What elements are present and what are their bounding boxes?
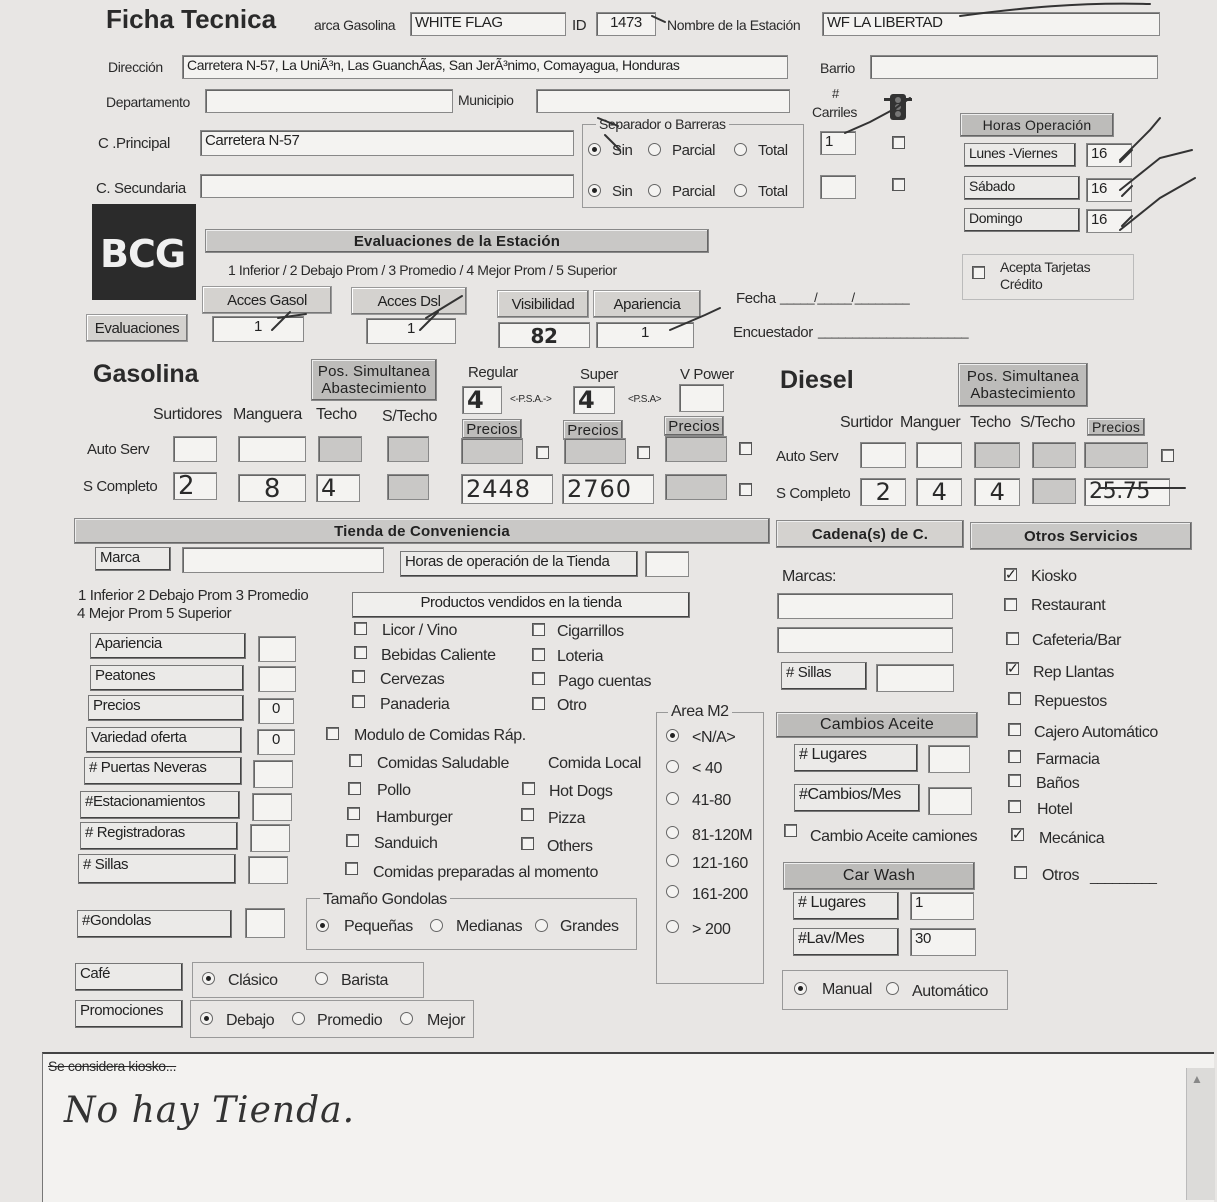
diesel-sc-precio[interactable]: 25.75 — [1084, 478, 1170, 506]
cafe-label: Café — [75, 963, 183, 991]
encuestador-line[interactable]: ______________________ — [818, 324, 969, 339]
marca-gasolina-field[interactable]: WHITE FLAG — [410, 12, 566, 36]
diesel-pos-simultanea[interactable] — [958, 363, 1088, 407]
tienda-horas-label: Horas de operación de la Tienda — [400, 551, 638, 577]
area-41-80-radio[interactable] — [666, 792, 679, 805]
id-field[interactable]: 1473 — [596, 12, 656, 36]
notes-scrollbar[interactable] — [1186, 1068, 1215, 1200]
cadena-sillas-label: # Sillas — [781, 662, 867, 690]
estacionamientos-row-label: #Estacionamientos — [80, 791, 240, 819]
otros-label: Otros — [1042, 867, 1080, 884]
hotel-checkbox[interactable] — [1008, 800, 1021, 813]
hot-dogs-label: Hot Dogs — [549, 783, 613, 800]
cafeteria-label: Cafeteria/Bar — [1032, 632, 1122, 649]
vpower-label: V Power — [680, 366, 734, 383]
repuestos-checkbox[interactable] — [1008, 692, 1021, 705]
debajo-radio[interactable] — [200, 1012, 213, 1025]
scroll-up-icon[interactable]: ▲ — [1191, 1072, 1203, 1086]
pequenas-label: Pequeñas — [344, 918, 413, 935]
gasolina-pos-label-1: Pos. Simultanea — [317, 363, 431, 380]
modulo-comidas-label: Modulo de Comidas Ráp. — [354, 727, 526, 744]
preparadas-checkbox[interactable] — [345, 862, 358, 875]
evaluaciones-button[interactable]: Evaluaciones — [86, 314, 188, 342]
otro-checkbox[interactable] — [532, 697, 545, 710]
cw-manual-label: Manual — [822, 981, 873, 998]
ca-cambios-mes-label: #Cambios/Mes — [794, 784, 920, 812]
gas-auto-serv-label: Auto Serv — [87, 441, 150, 458]
comidas-saludable-checkbox[interactable] — [349, 754, 362, 767]
nombre-estacion-label: Nombre de la Estación — [667, 17, 801, 33]
marcas-field-1[interactable] — [777, 593, 953, 619]
c-secundaria-field[interactable] — [200, 174, 574, 198]
gasolina-pos-label-2: Abastecimiento — [321, 380, 427, 397]
traffic-light-icon — [884, 92, 912, 122]
gas-auto-regular-check[interactable] — [536, 446, 549, 459]
puertas-row-label: # Puertas Neveras — [84, 757, 242, 785]
diesel-pos-label-2: Abastecimiento — [970, 385, 1076, 402]
rep-llantas-checkbox[interactable]: ✓ — [1007, 660, 1019, 676]
medianas-label: Medianas — [456, 918, 523, 935]
gas-auto-stecho[interactable] — [387, 436, 429, 462]
encuestador-label: Encuestador — [733, 324, 813, 341]
evaluaciones-scale: 1 Inferior / 2 Debajo Prom / 3 Promedio / 4 Mejor Prom / 5 Superior — [228, 262, 617, 278]
cajero-label: Cajero Automático — [1034, 724, 1158, 741]
cigarrillos-checkbox[interactable] — [532, 623, 545, 636]
sillas-row-field[interactable] — [248, 856, 288, 884]
marcas-field-2[interactable] — [777, 627, 953, 653]
ca-lugares-field[interactable] — [928, 745, 970, 773]
gas-auto-manguera[interactable] — [238, 436, 306, 462]
area-161-200-radio[interactable] — [666, 885, 679, 898]
apariencia-button[interactable]: Apariencia — [593, 290, 701, 318]
precios-super-button[interactable]: Precios — [563, 420, 623, 440]
separador1-sin-radio[interactable] — [588, 143, 601, 156]
c-principal-field[interactable]: Carretera N-57 — [200, 130, 574, 156]
mejor-radio[interactable] — [400, 1012, 413, 1025]
promedio-label: Promedio — [317, 1012, 383, 1029]
variedad-row-field[interactable]: 0 — [257, 729, 295, 755]
psa-arrow-1: <-P.S.A.-> — [510, 394, 552, 405]
hotel-label: Hotel — [1037, 801, 1073, 818]
gasolina-title: Gasolina — [93, 360, 199, 388]
ca-camiones-label: Cambio Aceite camiones — [810, 828, 978, 845]
area-121-160-radio[interactable] — [666, 854, 679, 867]
modulo-comidas-checkbox[interactable] — [326, 727, 339, 740]
gas-sc-manguera[interactable]: 8 — [238, 474, 306, 502]
precios-vpower-button[interactable]: Precios — [664, 416, 724, 436]
loteria-checkbox[interactable] — [532, 648, 545, 661]
diesel-title: Diesel — [780, 366, 854, 394]
kiosko-label: Kiosko — [1031, 568, 1077, 585]
tarjetas-checkbox[interactable] — [972, 266, 985, 279]
diesel-sc-stecho[interactable] — [1032, 478, 1076, 504]
clasico-radio[interactable] — [202, 972, 215, 985]
repuestos-label: Repuestos — [1034, 693, 1107, 710]
acces-dsl-button[interactable]: Acces Dsl — [351, 287, 467, 315]
carriles-check-2[interactable] — [892, 178, 905, 191]
bebidas-checkbox[interactable] — [354, 646, 367, 659]
marca-gasolina-label: arca Gasolina — [314, 17, 396, 33]
area-40-radio[interactable] — [666, 760, 679, 773]
farmacia-checkbox[interactable] — [1008, 750, 1021, 763]
diesel-precios-button[interactable]: Precios — [1087, 418, 1145, 436]
area-na-label: <N/A> — [692, 729, 736, 746]
acces-gasol-button[interactable]: Acces Gasol — [202, 286, 332, 314]
estacionamientos-row-field[interactable] — [252, 793, 292, 821]
panaderia-checkbox[interactable] — [352, 695, 365, 708]
area-81-120-radio[interactable] — [666, 826, 679, 839]
fecha-line[interactable]: _____/_____/________ — [780, 290, 910, 305]
horas-sabado-label: Sábado — [964, 176, 1080, 200]
horas-lunes-field[interactable]: 16 — [1086, 143, 1132, 167]
notes-typed-text: Se considera kiosko... — [48, 1058, 177, 1074]
loteria-label: Loteria — [557, 648, 604, 665]
productos-title: Productos vendidos en la tienda — [352, 592, 690, 618]
grandes-radio[interactable] — [535, 919, 548, 932]
gondolas-row-field[interactable] — [245, 908, 285, 938]
banos-label: Baños — [1036, 775, 1080, 792]
cw-lav-mes-field[interactable]: 30 — [910, 928, 976, 956]
pizza-checkbox[interactable] — [521, 808, 534, 821]
pollo-checkbox[interactable] — [348, 782, 361, 795]
cadena-title: Cadena(s) de C. — [776, 520, 964, 548]
separador2-sin-label: Sin — [612, 183, 633, 200]
diesel-sc-surtidor[interactable]: 2 — [860, 478, 906, 506]
mecanica-checkbox[interactable]: ✓ — [1012, 826, 1024, 842]
gas-auto-super-check[interactable] — [637, 446, 650, 459]
others-label: Others — [547, 838, 593, 855]
vpower-psa-field[interactable] — [679, 384, 724, 412]
diesel-sc-techo[interactable]: 4 — [974, 478, 1020, 506]
tarjetas-label-2: Crédito — [1000, 276, 1043, 292]
sanduich-label: Sanduich — [374, 835, 438, 852]
gasolina-pos-simultanea[interactable] — [311, 359, 437, 401]
gas-sc-precio-vpower[interactable] — [665, 474, 727, 500]
visibilidad-button[interactable]: Visibilidad — [497, 290, 589, 318]
otros-title: Otros Servicios — [970, 522, 1192, 550]
departamento-field[interactable] — [205, 89, 453, 113]
super-label: Super — [580, 366, 619, 383]
gas-sc-stecho[interactable] — [387, 474, 429, 500]
visibilidad-field[interactable] — [498, 322, 590, 348]
hamburger-label: Hamburger — [376, 809, 453, 826]
pago-cuentas-label: Pago cuentas — [558, 673, 652, 690]
horas-domingo-label: Domingo — [964, 208, 1080, 232]
carriles-hash-label: # — [832, 86, 839, 101]
area-m2-label: Area M2 — [668, 703, 732, 721]
ca-cambios-mes-field[interactable] — [928, 787, 972, 815]
marcas-label: Marcas: — [782, 568, 837, 585]
gas-sc-vpower-check[interactable] — [739, 483, 752, 496]
regular-psa-field[interactable]: 4 — [462, 386, 502, 414]
acces-dsl-field[interactable]: 1 — [366, 318, 456, 344]
otros-line[interactable]: _________ — [1090, 868, 1157, 884]
gas-auto-techo[interactable] — [318, 436, 362, 462]
gas-sc-precio-super[interactable]: 2760 — [562, 474, 654, 504]
sanduich-checkbox[interactable] — [346, 834, 359, 847]
tienda-horas-field[interactable] — [645, 551, 689, 577]
variedad-row-label: Variedad oferta — [86, 727, 242, 753]
cervezas-label: Cervezas — [380, 671, 445, 688]
separador2-sin-radio[interactable] — [588, 184, 601, 197]
c-principal-label: C .Principal — [98, 135, 170, 152]
psa-arrow-2: <P.S.A> — [628, 394, 662, 405]
area-200-label: > 200 — [692, 921, 731, 938]
tamano-gondolas-label: Tamaño Gondolas — [320, 891, 450, 909]
municipio-label: Municipio — [458, 92, 514, 108]
precios-regular-button[interactable]: Precios — [462, 419, 522, 439]
manguera-col: Manguera — [233, 406, 302, 423]
gas-auto-vpower-check[interactable] — [739, 442, 752, 455]
diesel-stecho-col: S/Techo — [1020, 414, 1076, 431]
tienda-scale-1: 1 Inferior 2 Debajo Prom 3 Promedio — [78, 587, 309, 604]
gas-auto-surtidores[interactable] — [173, 436, 217, 462]
municipio-field[interactable] — [536, 89, 790, 113]
techo-col: Techo — [316, 406, 357, 423]
clasico-label: Clásico — [228, 972, 278, 989]
promociones-label: Promociones — [75, 1000, 183, 1028]
cw-automatico-radio[interactable] — [886, 982, 899, 995]
cw-automatico-label: Automático — [912, 983, 989, 1000]
cw-manual-radio[interactable] — [794, 982, 807, 995]
gondolas-row-label: #Gondolas — [77, 910, 232, 938]
diesel-techo-col: Techo — [970, 414, 1011, 431]
diesel-s-completo-label: S Completo — [776, 485, 851, 502]
stecho-col: S/Techo — [382, 408, 438, 425]
farmacia-label: Farmacia — [1036, 751, 1100, 768]
fecha-label: Fecha — [736, 290, 776, 307]
evaluaciones-title: Evaluaciones de la Estación — [205, 229, 709, 253]
diesel-manguer-col: Manguer — [900, 414, 961, 431]
diesel-auto-techo[interactable] — [974, 442, 1020, 468]
super-psa-field[interactable]: 4 — [573, 386, 615, 414]
horas-lunes-label: Lunes -Viernes — [964, 143, 1076, 167]
carriles-label: Carriles — [812, 104, 858, 120]
pequenas-radio[interactable] — [316, 919, 329, 932]
tienda-title: Tienda de Conveniencia — [74, 518, 770, 544]
area-41-80-label: 41-80 — [692, 792, 731, 809]
apariencia-field[interactable]: 1 — [596, 322, 694, 348]
tienda-scale-2: 4 Mejor Prom 5 Superior — [77, 605, 232, 622]
diesel-auto-stecho[interactable] — [1032, 442, 1076, 468]
visibilidad-value: 2 — [544, 324, 558, 348]
restaurant-label: Restaurant — [1031, 597, 1106, 614]
area-121-160-label: 121-160 — [692, 855, 748, 872]
barrio-label: Barrio — [820, 60, 855, 76]
medianas-radio[interactable] — [430, 919, 443, 932]
notes-handwritten-text: No hay Tienda. — [64, 1090, 356, 1131]
gas-sc-techo[interactable]: 4 — [316, 474, 360, 502]
area-na-radio[interactable] — [666, 729, 679, 742]
banos-checkbox[interactable] — [1008, 774, 1021, 787]
bebidas-label: Bebidas Caliente — [381, 647, 496, 664]
separador1-sin-label: Sin — [612, 142, 633, 159]
others-checkbox[interactable] — [521, 837, 534, 850]
horas-sabado-field[interactable]: 16 — [1086, 178, 1132, 202]
gas-sc-precio-regular[interactable]: 2448 — [461, 474, 553, 504]
diesel-auto-precio[interactable] — [1084, 442, 1148, 468]
acces-gasol-field[interactable]: 1 — [212, 316, 304, 342]
tienda-marca-label: Marca — [95, 547, 171, 571]
tienda-marca-field[interactable] — [182, 547, 384, 573]
horas-operacion-button[interactable]: Horas Operación — [960, 113, 1114, 137]
barista-radio[interactable] — [315, 972, 328, 985]
rep-llantas-label: Rep Llantas — [1033, 664, 1114, 681]
car-wash-title: Car Wash — [783, 862, 975, 890]
bcg-logo-text: BCG — [100, 232, 186, 276]
separador1-parcial-radio[interactable] — [648, 143, 661, 156]
cw-lugares-label: # Lugares — [793, 892, 899, 920]
cw-lugares-field[interactable]: 1 — [910, 892, 974, 920]
peatones-row-label: Peatones — [90, 665, 244, 691]
carriles-field-2[interactable] — [820, 175, 856, 199]
cervezas-checkbox[interactable] — [352, 670, 365, 683]
gas-auto-precio-regular[interactable] — [461, 438, 523, 464]
gas-s-completo-label: S Completo — [83, 478, 158, 495]
cafeteria-checkbox[interactable] — [1006, 632, 1019, 645]
kiosko-checkbox[interactable]: ✓ — [1005, 566, 1017, 582]
sillas-row-label: # Sillas — [78, 854, 236, 884]
diesel-surtidor-col: Surtidor — [840, 414, 893, 431]
separador2-total-radio[interactable] — [734, 184, 747, 197]
id-label: ID — [572, 17, 587, 34]
hot-dogs-checkbox[interactable] — [522, 782, 535, 795]
separador1-total-label: Total — [758, 142, 788, 159]
mejor-label: Mejor — [427, 1012, 466, 1029]
separador1-total-radio[interactable] — [734, 143, 747, 156]
area-200-radio[interactable] — [666, 920, 679, 933]
comidas-saludable-label: Comidas Saludable — [377, 755, 509, 772]
debajo-label: Debajo — [226, 1012, 275, 1029]
restaurant-checkbox[interactable] — [1004, 598, 1017, 611]
surtidores-col: Surtidores — [153, 406, 222, 423]
page-title: Ficha Tecnica — [106, 4, 277, 34]
mecanica-label: Mecánica — [1039, 830, 1105, 847]
registradoras-row-field[interactable] — [250, 824, 290, 852]
pago-cuentas-checkbox[interactable] — [532, 672, 545, 685]
visibilidad-overwrite: 8 — [530, 324, 544, 348]
pollo-label: Pollo — [377, 782, 411, 799]
panaderia-label: Panaderia — [380, 696, 450, 713]
direccion-field[interactable]: Carretera N-57, La UniÃ³n, Las GuanchÃas, San JerÃ³nimo, Comayagua, Honduras — [182, 55, 788, 79]
cajero-checkbox[interactable] — [1008, 723, 1021, 736]
cadena-sillas-field[interactable] — [876, 664, 954, 692]
carriles-field-1[interactable]: 1 — [820, 131, 856, 155]
puertas-row-field[interactable] — [253, 760, 293, 788]
comida-local-label: Comida Local — [548, 755, 642, 772]
cw-lav-mes-label: #Lav/Mes — [793, 928, 899, 956]
cafe-group — [192, 962, 424, 998]
licor-checkbox[interactable] — [354, 622, 367, 635]
area-m2-group — [656, 712, 764, 984]
separador2-total-label: Total — [758, 183, 788, 200]
regular-label: Regular — [468, 364, 518, 381]
pizza-label: Pizza — [548, 810, 586, 827]
registradoras-row-label: # Registradoras — [80, 822, 238, 850]
carriles-check-1[interactable] — [892, 136, 905, 149]
horas-domingo-field[interactable]: 16 — [1086, 209, 1132, 233]
otros-checkbox[interactable] — [1014, 866, 1027, 879]
separador2-parcial-radio[interactable] — [648, 184, 661, 197]
departamento-label: Departamento — [106, 94, 190, 110]
diesel-auto-check[interactable] — [1161, 449, 1174, 462]
otro-label: Otro — [557, 697, 587, 714]
cigarrillos-label: Cigarrillos — [557, 623, 624, 640]
cambios-aceite-title: Cambios Aceite — [776, 712, 978, 738]
diesel-sc-manguer[interactable]: 4 — [916, 478, 962, 506]
barrio-field[interactable] — [870, 55, 1158, 79]
diesel-pos-label-1: Pos. Simultanea — [966, 368, 1080, 385]
preparadas-label: Comidas preparadas al momento — [373, 864, 598, 881]
c-secundaria-label: C. Secundaria — [96, 180, 186, 197]
gas-auto-precio-super[interactable] — [564, 438, 626, 464]
ca-lugares-label: # Lugares — [794, 744, 918, 772]
promedio-radio[interactable] — [292, 1012, 305, 1025]
area-40-label: < 40 — [692, 760, 722, 777]
diesel-auto-surtidor[interactable] — [860, 442, 906, 468]
gas-sc-surtidores[interactable]: 2 — [173, 472, 217, 500]
separador-label: Separador o Barreras — [596, 116, 729, 132]
apariencia-row-label: Apariencia — [90, 633, 246, 659]
ca-camiones-checkbox[interactable] — [784, 824, 797, 837]
licor-label: Licor / Vino — [382, 622, 457, 639]
area-81-120-label: 81-120M — [692, 827, 753, 844]
apariencia-row-field[interactable] — [258, 636, 296, 662]
gas-auto-precio-vpower[interactable] — [665, 436, 727, 462]
tarjetas-label-1: Acepta Tarjetas — [1000, 259, 1091, 275]
precios-row-label: Precios — [88, 695, 244, 721]
precios-row-field[interactable]: 0 — [258, 698, 294, 724]
diesel-auto-serv-label: Auto Serv — [776, 448, 839, 465]
barista-label: Barista — [341, 972, 388, 989]
hamburger-checkbox[interactable] — [347, 807, 360, 820]
nombre-estacion-field[interactable]: WF LA LIBERTAD — [822, 12, 1160, 36]
grandes-label: Grandes — [560, 918, 619, 935]
peatones-row-field[interactable] — [258, 666, 296, 692]
separador1-parcial-label: Parcial — [672, 142, 716, 159]
area-161-200-label: 161-200 — [692, 886, 748, 903]
separador2-parcial-label: Parcial — [672, 183, 716, 200]
diesel-auto-manguer[interactable] — [916, 442, 962, 468]
direccion-label: Dirección — [108, 59, 163, 75]
